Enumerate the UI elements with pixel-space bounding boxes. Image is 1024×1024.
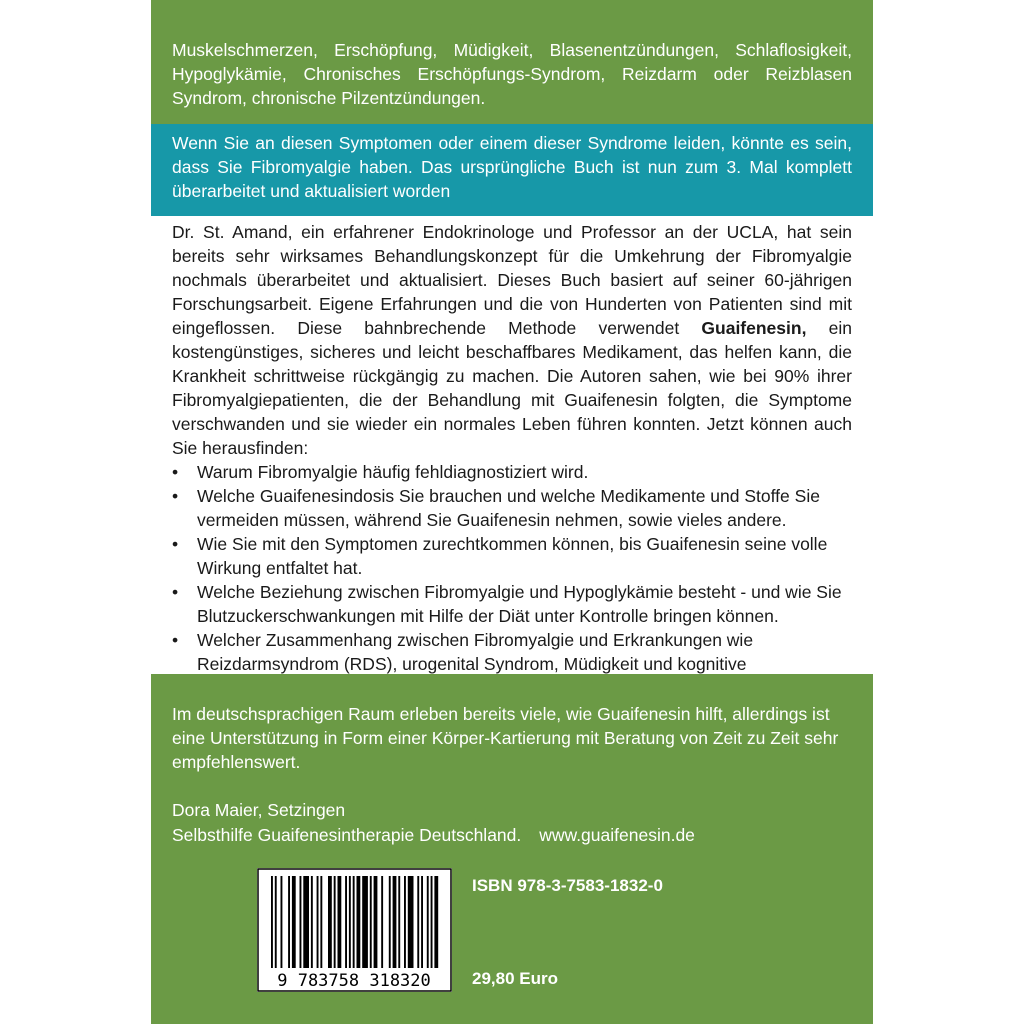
- german-speaking-note: Im deutschsprachigen Raum erleben bereits viele, wie Guaifenesin hilft, allerdings ist eine Unterstützung in Form einer Körper-Kartierung mit Beratung von Zeit zu Zeit sehr empfehlenswert.: [172, 704, 839, 772]
- barcode-digits: 9 783758 318320: [277, 971, 431, 991]
- bullet-icon: •: [172, 582, 179, 602]
- barcode-image: [257, 868, 452, 992]
- signature-block: [172, 798, 852, 848]
- book-back-cover: [151, 0, 873, 1024]
- intro-paragraph: Dr. St. Amand, ein erfahrener Endokrinologe und Professor an der UCLA, hat sein bereits sehr wirksames Behandlungskonzept für die Umkehrung der Fibromyalgie nochmals überarbeitet und aktualisiert. Dieses Buch basiert auf seiner 60-jährigen Forschungsarbeit. Eigene Erfahrungen und die von Hunderten von Patienten sind mit eingeflossen. Diese bahnbrechende Methode verwendet Guaifenesin, ein kostengünstiges, sicheres und leicht beschaffbares Medikament, das helfen kann, die Krankheit schrittweise rückgängig zu machen. Die Autoren sahen, wie bei 90% ihrer Fibromyalgiepatienten, die der Behandlung mit Guaifenesin folgten, die Symptome verschwanden und sie wieder ein normales Leben führen konnten. Jetzt können auch Sie herausfinden:: [172, 222, 852, 458]
- teal-band: [151, 124, 873, 216]
- list-item: • Warum Fibromyalgie häufig fehldiagnostiziert wird.: [172, 462, 589, 482]
- top-green-band: [151, 0, 873, 124]
- bullet-icon: •: [172, 462, 179, 482]
- isbn-number: ISBN 978-3-7583-1832-0: [472, 876, 663, 895]
- bullet-icon: •: [172, 534, 179, 554]
- price: 29,80 Euro: [472, 969, 558, 988]
- list-item: • Welche Guaifenesindosis Sie brauchen und welche Medikamente und Stoffe Sie vermeiden müssen, während Sie Guaifenesin nehmen, sowie vieles andere.: [172, 486, 820, 530]
- fibromyalgie-intro-text: Wenn Sie an diesen Symptomen oder einem dieser Syndrome leiden, könnte es sein, dass Sie Fibromyalgie haben. Das ursprüngliche Buch ist nun zum 3. Mal komplett überarbeitet und aktualisiert worden: [172, 133, 852, 201]
- bullet-icon: •: [172, 486, 179, 506]
- main-description: [172, 220, 852, 700]
- list-item: • Wie Sie mit den Symptomen zurechtkommen können, bis Guaifenesin seine volle Wirkung entfaltet hat.: [172, 534, 828, 578]
- signature-org: Selbsthilfe Guaifenesintherapie Deutschland.: [172, 825, 522, 845]
- list-item: • Welche Beziehung zwischen Fibromyalgie und Hypoglykämie besteht - und wie Sie Blutzuckerschwankungen mit Hilfe der Diät unter Kontrolle bringen können.: [172, 582, 842, 626]
- list-item: • Welcher Zusammenhang zwischen Fibromyalgie und Erkrankungen wie Reizdarmsyndrom (RDS), urogenital Syndrom, Müdigkeit und kognitive: [172, 630, 754, 674]
- bullet-icon: •: [172, 630, 179, 650]
- signature-name: Dora Maier, Setzingen: [172, 800, 346, 820]
- barcode: [257, 868, 452, 992]
- signature-org-line: [172, 823, 852, 848]
- guaifenesin-highlight: Guaifenesin,: [701, 318, 807, 338]
- benefits-list: [172, 460, 852, 700]
- symptoms-text: Muskelschmerzen, Erschöpfung, Müdigkeit, Blasenentzündungen, Schlaflosigkeit, Hypoglykämie, Chronisches Erschöpfungs-Syndrom, Reizdarm oder Reizblasen Syndrom, chronische Pilzentzündungen.: [172, 40, 852, 108]
- website-link[interactable]: www.guaifenesin.de: [539, 825, 695, 845]
- bottom-green-band: [151, 674, 873, 1024]
